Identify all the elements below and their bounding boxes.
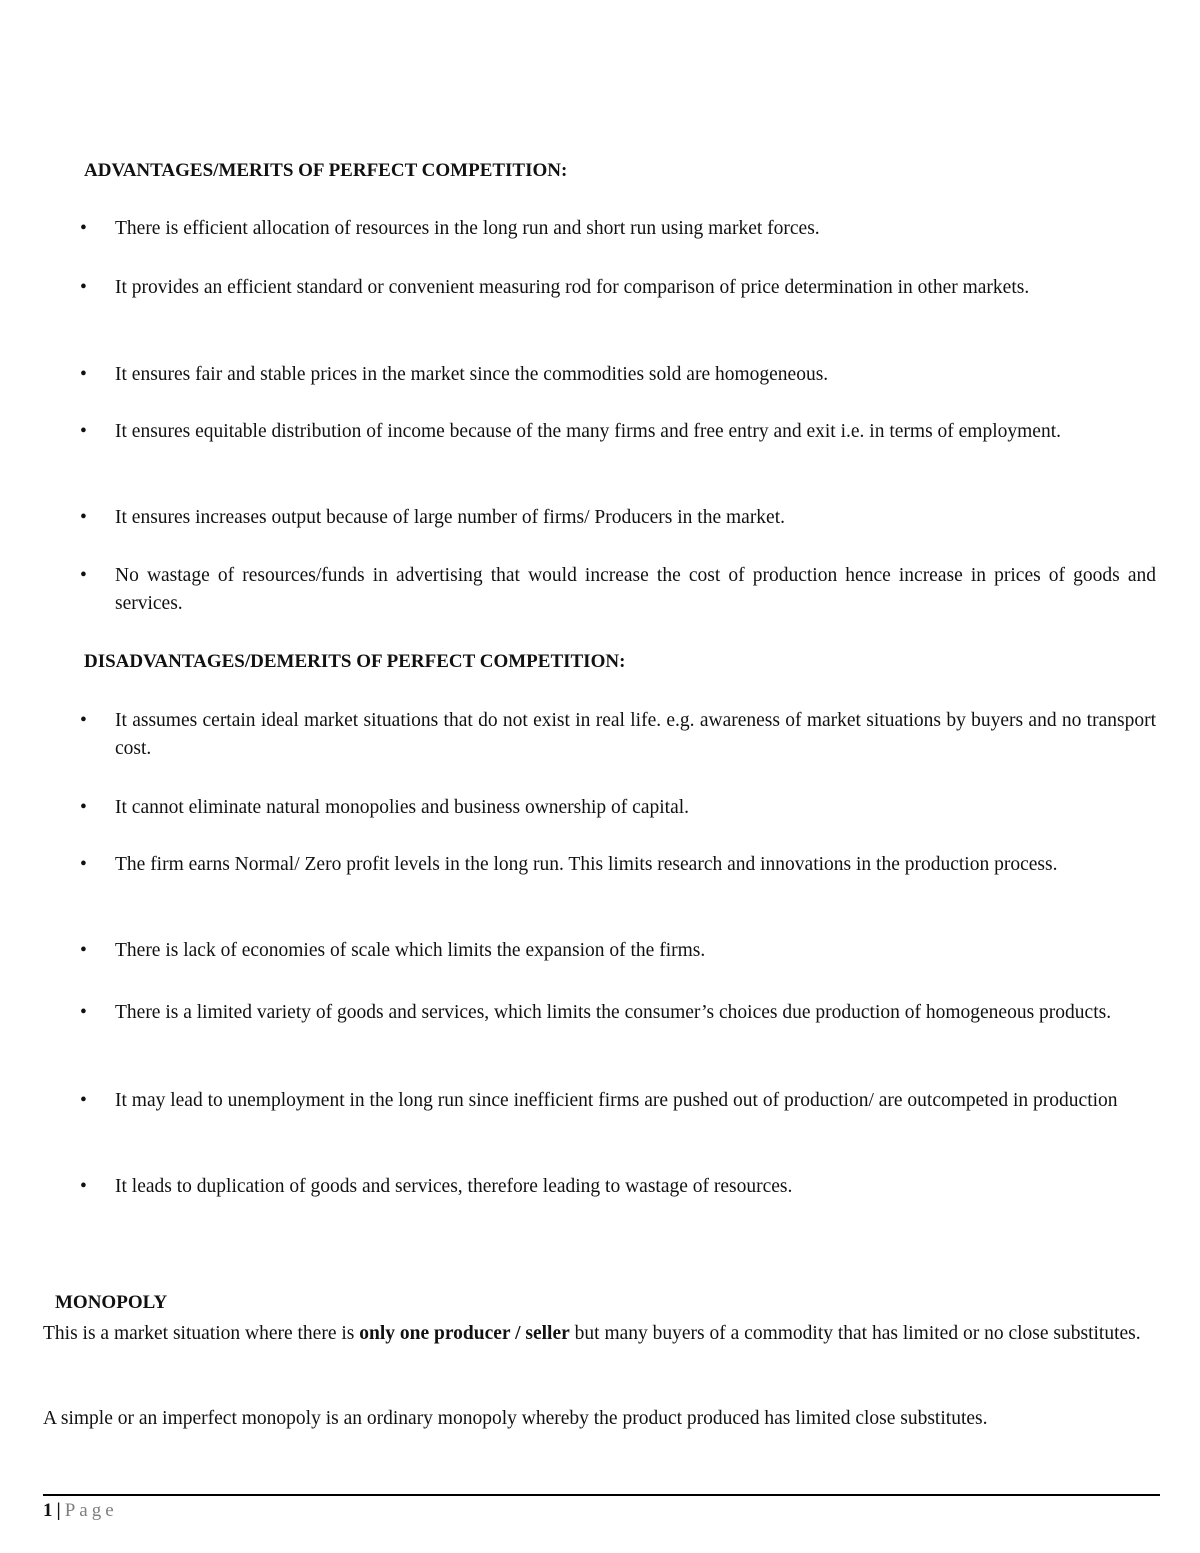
footer-separator: | <box>56 1500 61 1521</box>
advantage-text: No wastage of resources/funds in advertising that would increase the cost of production hence increase in prices of goods and services. <box>115 565 1156 614</box>
bullet-icon: • <box>80 940 87 961</box>
bullet-icon: • <box>80 565 87 586</box>
advantage-text: It ensures equitable distribution of income because of the many firms and free entry and exit i.e. in terms of employment. <box>115 421 1062 442</box>
page-number: 1 <box>43 1500 53 1521</box>
advantage-item <box>80 274 1156 302</box>
advantage-text: There is efficient allocation of resources in the long run and short run using market forces. <box>115 218 820 239</box>
disadvantage-text: There is lack of economies of scale which limits the expansion of the firms. <box>115 940 706 961</box>
advantage-text: It ensures fair and stable prices in the market since the commodities sold are homogeneous. <box>115 364 829 385</box>
advantage-text: It provides an efficient standard or convenient measuring rod for comparison of price determination in other markets. <box>115 277 1030 298</box>
monopoly-definition-emphasis: only one producer / seller <box>359 1323 570 1344</box>
advantage-item <box>80 504 1156 532</box>
advantage-item <box>80 215 1156 243</box>
disadvantage-item <box>80 937 1156 965</box>
monopoly-definition-end: but many buyers of a commodity that has limited or no close substitutes. <box>569 1323 1141 1344</box>
page-label: Page <box>64 1500 118 1521</box>
advantage-item <box>80 361 1156 389</box>
disadvantage-text: It may lead to unemployment in the long run since inefficient firms are pushed out of production/ are outcompeted in production <box>115 1090 1118 1111</box>
disadvantage-text: There is a limited variety of goods and services, which limits the consumer’s choices due production of homogeneous products. <box>115 1002 1112 1023</box>
disadvantage-item <box>80 1173 1156 1201</box>
monopoly-definition <box>43 1320 1156 1347</box>
simple-monopoly-paragraph: A simple or an imperfect monopoly is an ordinary monopoly whereby the product produced has limited close substitutes. <box>43 1408 988 1429</box>
bullet-icon: • <box>80 1090 87 1111</box>
disadvantage-item <box>80 1087 1156 1115</box>
bullet-icon: • <box>80 797 87 818</box>
disadvantage-text: It cannot eliminate natural monopolies and business ownership of capital. <box>115 797 690 818</box>
footer-divider <box>43 1494 1160 1496</box>
bullet-icon: • <box>80 277 87 298</box>
bullet-icon: • <box>80 710 87 731</box>
page-footer <box>43 1500 118 1522</box>
bullet-icon: • <box>80 1176 87 1197</box>
bullet-icon: • <box>80 507 87 528</box>
bullet-icon: • <box>80 364 87 385</box>
advantage-item <box>80 418 1156 446</box>
bullet-icon: • <box>80 1002 87 1023</box>
disadvantage-text: It leads to duplication of goods and services, therefore leading to wastage of resources. <box>115 1176 793 1197</box>
disadvantages-heading: DISADVANTAGES/DEMERITS OF PERFECT COMPETITION: <box>84 651 626 672</box>
advantage-item <box>80 562 1156 618</box>
monopoly-heading: MONOPOLY <box>55 1292 168 1313</box>
disadvantage-text: It assumes certain ideal market situations that do not exist in real life. e.g. awareness of market situations by buyers and no transport cost. <box>115 710 1156 759</box>
advantage-text: It ensures increases output because of large number of firms/ Producers in the market. <box>115 507 786 528</box>
bullet-icon: • <box>80 218 87 239</box>
disadvantage-item <box>80 999 1156 1027</box>
bullet-icon: • <box>80 421 87 442</box>
disadvantage-item <box>80 707 1156 763</box>
advantages-heading: ADVANTAGES/MERITS OF PERFECT COMPETITION: <box>84 160 568 181</box>
bullet-icon: • <box>80 854 87 875</box>
disadvantage-text: The firm earns Normal/ Zero profit levels in the long run. This limits research and innovations in the production process. <box>115 854 1058 875</box>
disadvantage-item <box>80 794 1156 822</box>
monopoly-definition-start: This is a market situation where there is <box>43 1323 360 1344</box>
disadvantage-item <box>80 851 1156 879</box>
